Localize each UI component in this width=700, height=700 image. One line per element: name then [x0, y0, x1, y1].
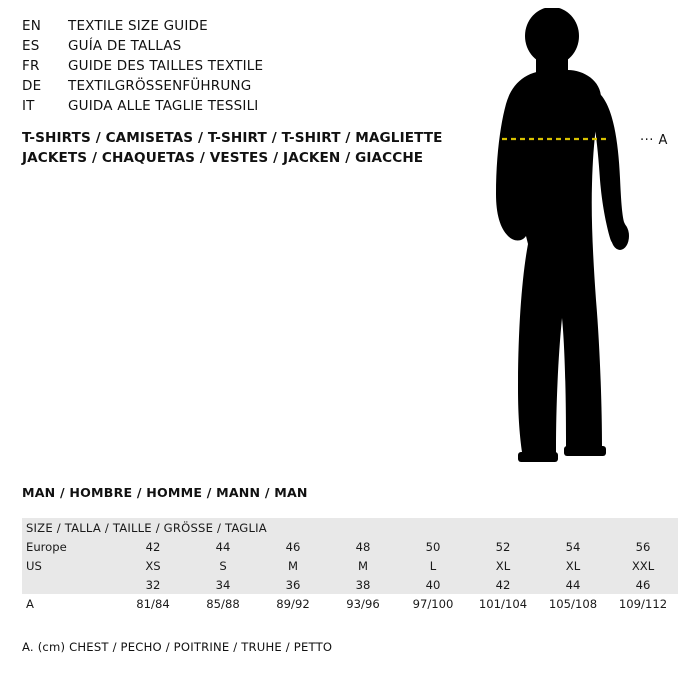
table-row: [22, 556, 678, 575]
cell-a-1: 85/88: [188, 594, 258, 613]
cell-usnum-3: 38: [328, 575, 398, 594]
language-title-block: [22, 18, 452, 118]
language-code: FR: [22, 58, 40, 74]
language-row: [22, 78, 452, 98]
language-title: TEXTILGRÖSSENFÜHRUNG: [68, 78, 252, 94]
row-label-europe: Europe: [22, 537, 118, 556]
cell-us-1: S: [188, 556, 258, 575]
cell-usnum-2: 36: [258, 575, 328, 594]
cell-a-5: 101/104: [468, 594, 538, 613]
male-silhouette-icon: [460, 8, 700, 478]
language-code: IT: [22, 98, 35, 114]
language-row: [22, 58, 452, 78]
cell-a-0: 81/84: [118, 594, 188, 613]
cell-us-2: M: [258, 556, 328, 575]
cell-usnum-5: 42: [468, 575, 538, 594]
garment-type-block: [22, 128, 472, 168]
measure-callout-a: ··· A: [640, 133, 668, 148]
language-code: DE: [22, 78, 42, 94]
cell-europe-5: 52: [468, 537, 538, 556]
size-table: [22, 518, 678, 613]
language-title: TEXTILE SIZE GUIDE: [68, 18, 208, 34]
garment-line-jackets: JACKETS / CHAQUETAS / VESTES / JACKEN / GIACCHE: [22, 150, 424, 166]
cell-us-6: XL: [538, 556, 608, 575]
language-title: GUÍA DE TALLAS: [68, 38, 182, 54]
garment-line-tshirts: T-SHIRTS / CAMISETAS / T-SHIRT / T-SHIRT / MAGLIETTE: [22, 130, 443, 146]
table-row: [22, 594, 678, 613]
table-row: [22, 537, 678, 556]
language-title: GUIDE DES TAILLES TEXTILE: [68, 58, 264, 74]
cell-a-4: 97/100: [398, 594, 468, 613]
figure-area: [460, 8, 700, 478]
row-label-a: A: [22, 594, 118, 613]
cell-europe-6: 54: [538, 537, 608, 556]
language-row: [22, 98, 452, 118]
row-label-us-numeric: [22, 575, 118, 594]
cell-usnum-0: 32: [118, 575, 188, 594]
language-code: EN: [22, 18, 42, 34]
language-row: [22, 18, 452, 38]
cell-europe-1: 44: [188, 537, 258, 556]
table-row: [22, 575, 678, 594]
cell-europe-3: 48: [328, 537, 398, 556]
cell-us-0: XS: [118, 556, 188, 575]
language-code: ES: [22, 38, 40, 54]
table-header-label: SIZE / TALLA / TAILLE / GRÖSSE / TAGLIA: [22, 518, 678, 537]
cell-usnum-7: 46: [608, 575, 678, 594]
language-row: [22, 38, 452, 58]
footnote-chest: A. (cm) CHEST / PECHO / POITRINE / TRUHE / PETTO: [22, 640, 333, 654]
table-header-row: [22, 518, 678, 537]
cell-usnum-1: 34: [188, 575, 258, 594]
cell-us-3: M: [328, 556, 398, 575]
cell-europe-7: 56: [608, 537, 678, 556]
section-label-man: MAN / HOMBRE / HOMME / MANN / MAN: [22, 485, 308, 500]
cell-a-7: 109/112: [608, 594, 678, 613]
cell-europe-2: 46: [258, 537, 328, 556]
cell-us-4: L: [398, 556, 468, 575]
cell-usnum-4: 40: [398, 575, 468, 594]
language-title: GUIDA ALLE TAGLIE TESSILI: [68, 98, 259, 114]
cell-europe-0: 42: [118, 537, 188, 556]
cell-us-7: XXL: [608, 556, 678, 575]
cell-europe-4: 50: [398, 537, 468, 556]
row-label-us: US: [22, 556, 118, 575]
cell-a-6: 105/108: [538, 594, 608, 613]
cell-us-5: XL: [468, 556, 538, 575]
cell-usnum-6: 44: [538, 575, 608, 594]
cell-a-3: 93/96: [328, 594, 398, 613]
cell-a-2: 89/92: [258, 594, 328, 613]
